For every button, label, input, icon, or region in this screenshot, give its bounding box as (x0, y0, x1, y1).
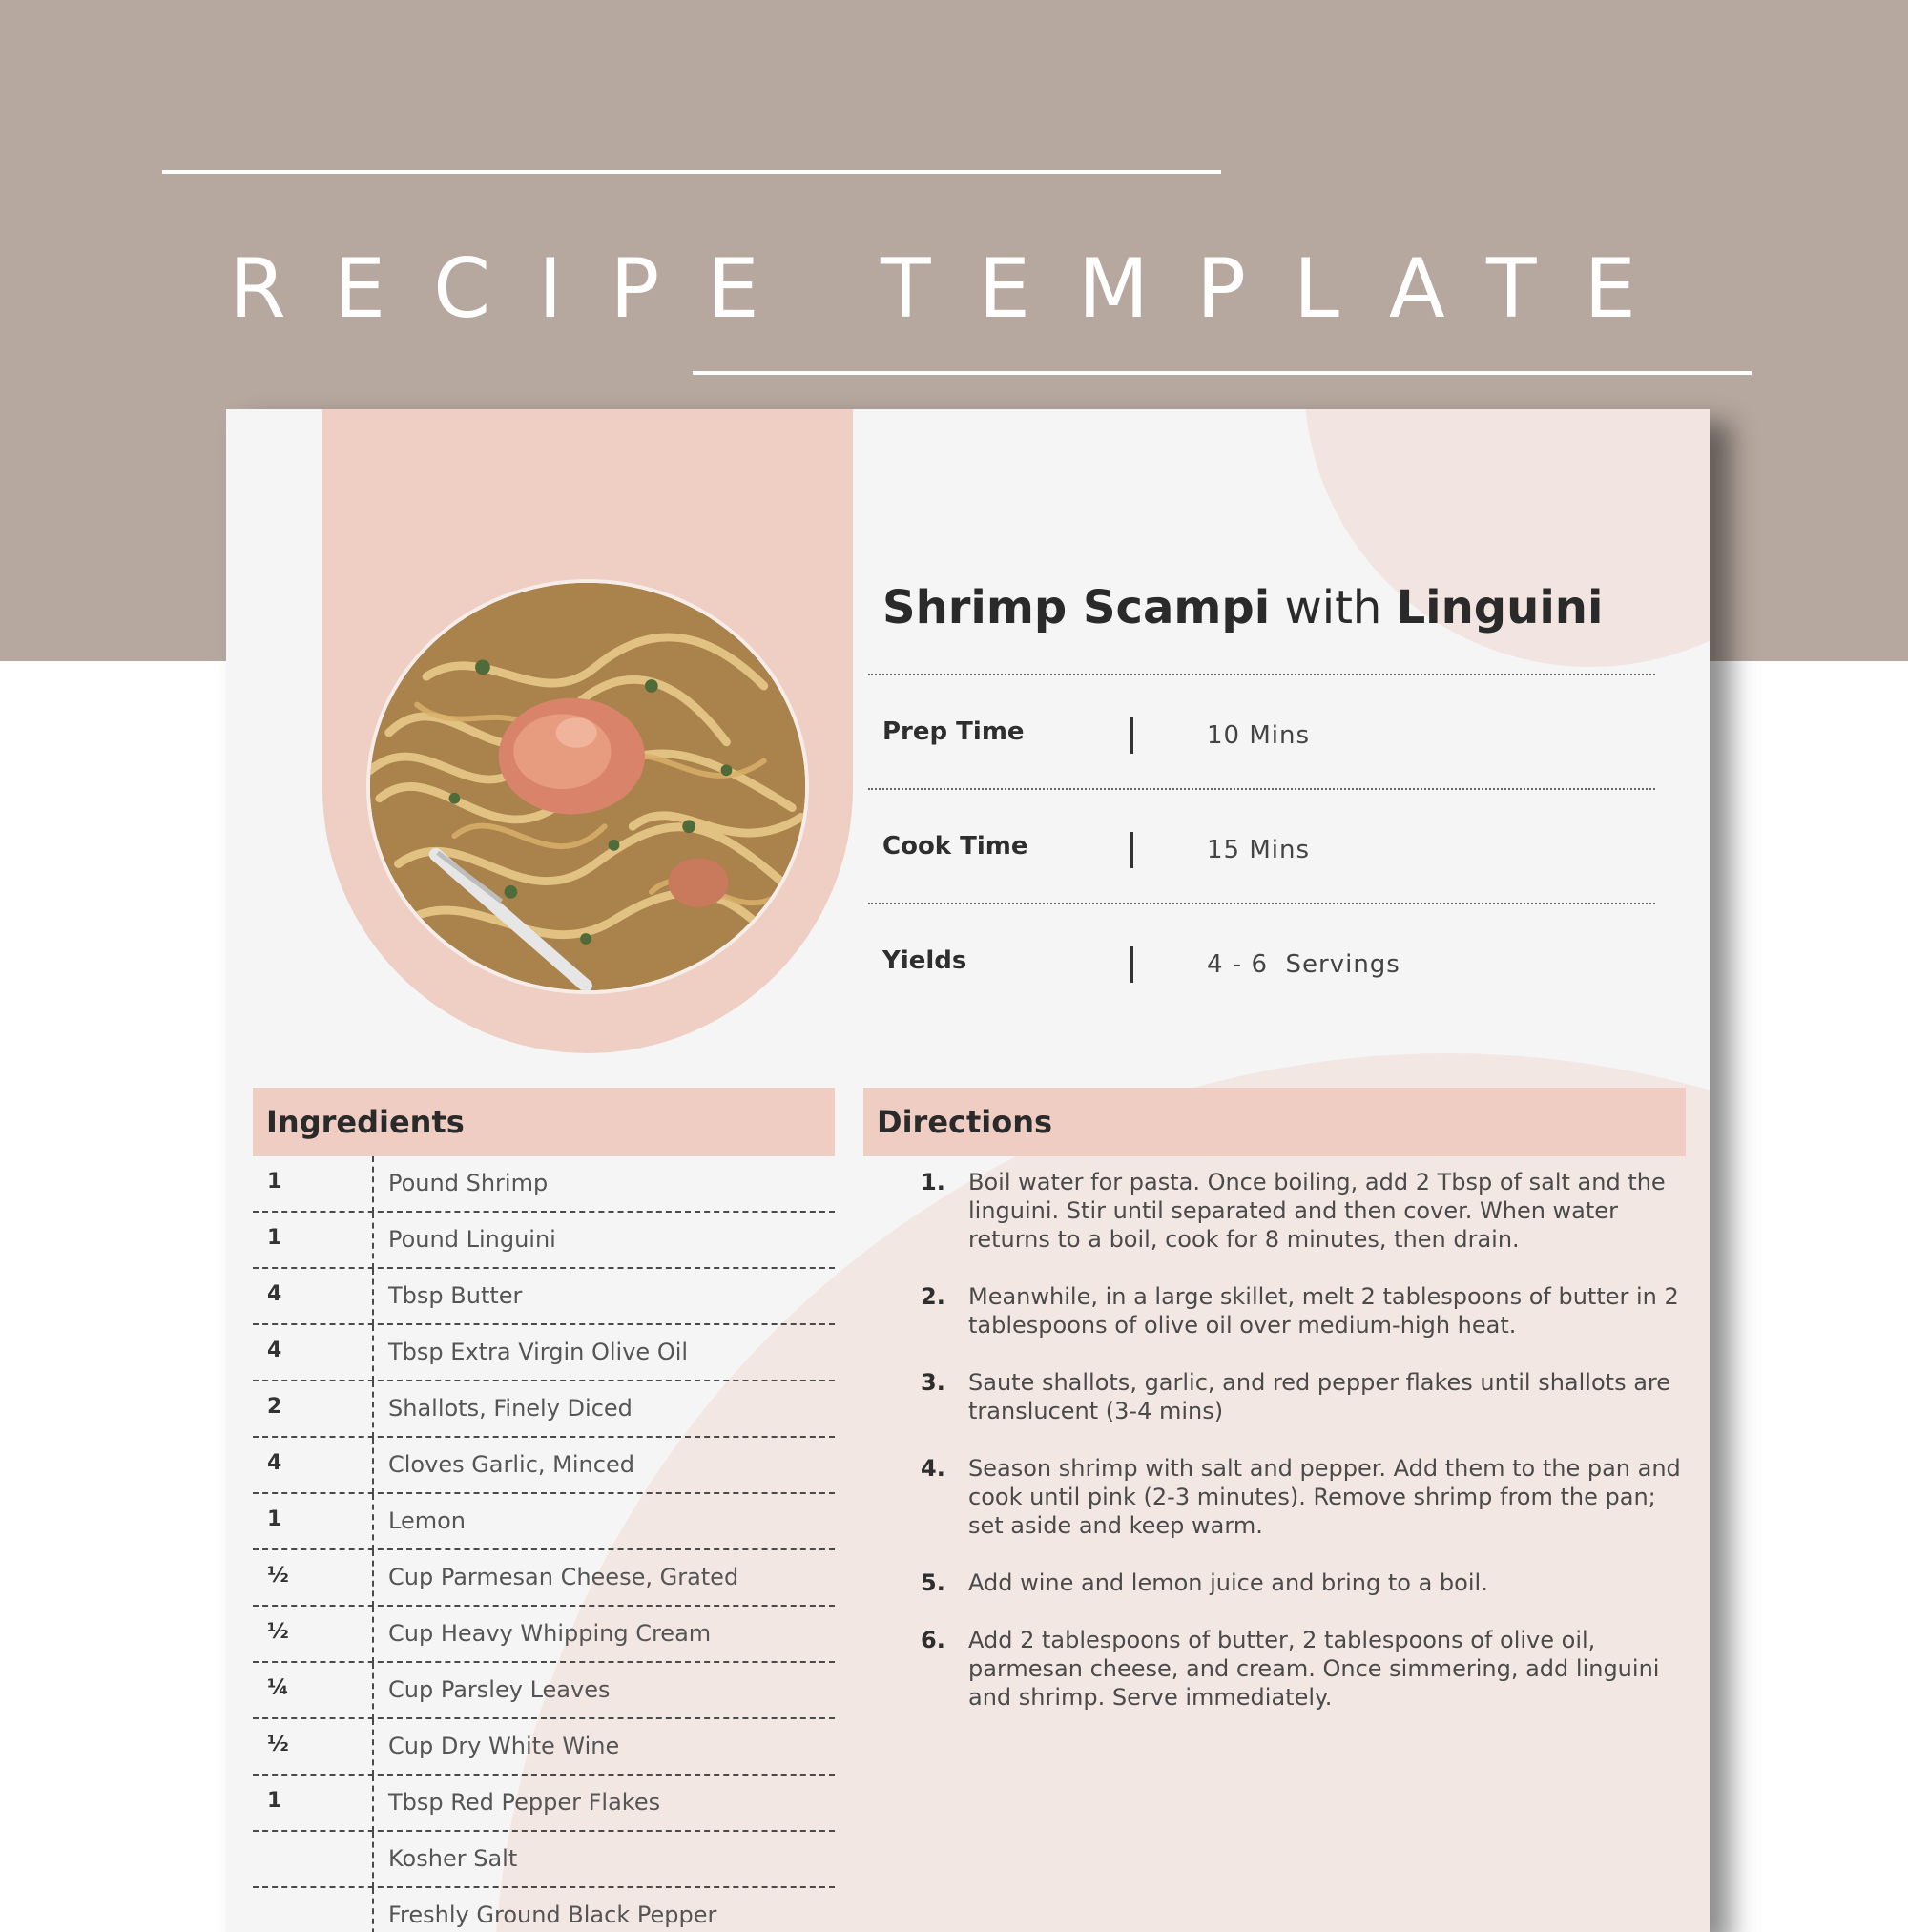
ingredient-qty: 2 (267, 1395, 282, 1419)
ingredient-qty: ½ (267, 1620, 289, 1644)
meta-label: Cook Time (882, 832, 1028, 861)
meta-row-cook (868, 788, 1655, 903)
direction-step (911, 1168, 1684, 1254)
recipe-title-dish: Shrimp Scampi (882, 581, 1271, 634)
ingredient-name: Cup Heavy Whipping Cream (388, 1620, 712, 1647)
ingredient-divider (372, 1550, 374, 1607)
meta-row-yields (868, 903, 1655, 1017)
meta-divider (1130, 717, 1133, 754)
ingredient-row (253, 1494, 835, 1550)
ingredient-row (253, 1438, 835, 1494)
ingredient-name: Kosher Salt (388, 1845, 518, 1872)
ingredient-divider (372, 1213, 374, 1269)
step-text: Season shrimp with salt and pepper. Add them to the pan and cook until pink (2-3 minutes). Remove shrimp from the pan; set aside and keep warm. (968, 1455, 1681, 1539)
ingredient-name: Pound Linguini (388, 1226, 556, 1253)
ingredient-qty: 1 (267, 1170, 282, 1194)
meta-divider (1130, 946, 1133, 983)
meta-label: Yields (882, 946, 967, 975)
ingredient-divider (372, 1438, 374, 1494)
ingredient-name: Cup Parsley Leaves (388, 1676, 611, 1703)
recipe-title-connector: with (1284, 581, 1382, 634)
ingredient-name: Cup Parmesan Cheese, Grated (388, 1564, 739, 1590)
ingredient-qty: ½ (267, 1564, 289, 1588)
ingredient-row (253, 1776, 835, 1832)
ingredient-divider (372, 1494, 374, 1550)
ingredient-name: Cup Dry White Wine (388, 1733, 620, 1759)
ingredient-row (253, 1213, 835, 1269)
ingredient-qty: 1 (267, 1507, 282, 1531)
ingredient-qty: 1 (267, 1789, 282, 1813)
ingredient-name: Cloves Garlic, Minced (388, 1451, 634, 1478)
ingredient-name: Freshly Ground Black Pepper (388, 1901, 717, 1928)
ingredient-row (253, 1607, 835, 1663)
step-number: 6. (921, 1627, 945, 1653)
meta-label: Prep Time (882, 717, 1025, 746)
step-text: Add wine and lemon juice and bring to a boil. (968, 1569, 1488, 1596)
recipe-title (882, 581, 1603, 634)
page-title: RECIPE TEMPLATE (229, 241, 1684, 337)
direction-step (911, 1368, 1684, 1425)
ingredient-row (253, 1832, 835, 1888)
meta-value: 15 Mins (1207, 836, 1311, 864)
meta-divider (1130, 832, 1133, 868)
dish-photo (366, 579, 809, 994)
step-number: 1. (921, 1169, 945, 1195)
step-text: Saute shallots, garlic, and red pepper flakes until shallots are translucent (3-4 mins) (968, 1369, 1671, 1424)
ingredient-divider (372, 1156, 374, 1213)
header-rule-top (162, 170, 1221, 174)
step-text: Add 2 tablespoons of butter, 2 tablespoons of olive oil, parmesan cheese, and cream. Once simmering, add linguini and shrimp. Serve immediately. (968, 1627, 1660, 1711)
ingredient-row (253, 1550, 835, 1607)
step-number: 5. (921, 1569, 945, 1596)
ingredient-row (253, 1381, 835, 1438)
step-number: 4. (921, 1455, 945, 1482)
direction-step (911, 1568, 1684, 1597)
ingredient-name: Tbsp Butter (388, 1282, 523, 1309)
ingredient-divider (372, 1663, 374, 1719)
step-text: Boil water for pasta. Once boiling, add 2 Tbsp of salt and the linguini. Stir until separated and then cover. When water returns to a boil, cook for 8 minutes, then drain. (968, 1169, 1666, 1253)
recipe-title-pasta: Linguini (1396, 581, 1604, 634)
ingredient-qty: 1 (267, 1226, 282, 1250)
directions-list (911, 1168, 1684, 1740)
ingredient-row (253, 1663, 835, 1719)
ingredient-divider (372, 1776, 374, 1832)
pasta-illustration (370, 583, 805, 990)
meta-row-prep (868, 674, 1655, 788)
ingredient-divider (372, 1381, 374, 1438)
step-number: 2. (921, 1283, 945, 1310)
ingredient-row (253, 1325, 835, 1381)
ingredient-name: Shallots, Finely Diced (388, 1395, 633, 1422)
ingredient-divider (372, 1832, 374, 1888)
ingredient-divider (372, 1888, 374, 1932)
direction-step (911, 1454, 1684, 1540)
recipe-card (226, 409, 1710, 1932)
ingredient-name: Tbsp Red Pepper Flakes (388, 1789, 661, 1816)
directions-heading: Directions (863, 1088, 1686, 1156)
meta-value: 4 - 6 Servings (1207, 950, 1400, 979)
ingredients-heading: Ingredients (253, 1088, 835, 1156)
ingredient-name: Lemon (388, 1507, 466, 1534)
direction-step (911, 1282, 1684, 1340)
ingredient-row (253, 1888, 835, 1932)
ingredients-list (253, 1156, 835, 1932)
direction-step (911, 1626, 1684, 1712)
ingredient-qty: 4 (267, 1282, 282, 1306)
ingredient-name: Tbsp Extra Virgin Olive Oil (388, 1339, 689, 1365)
ingredient-row (253, 1719, 835, 1776)
ingredient-qty: 4 (267, 1451, 282, 1475)
step-text: Meanwhile, in a large skillet, melt 2 tablespoons of butter in 2 tablespoons of olive oil over medium-high heat. (968, 1283, 1679, 1339)
ingredient-name: Pound Shrimp (388, 1170, 549, 1196)
ingredient-row (253, 1269, 835, 1325)
ingredient-row (253, 1156, 835, 1213)
ingredient-qty: ½ (267, 1733, 289, 1756)
step-number: 3. (921, 1369, 945, 1396)
header-rule-bottom (693, 371, 1752, 375)
ingredient-divider (372, 1719, 374, 1776)
ingredient-qty: ¼ (267, 1676, 289, 1700)
ingredient-qty: 4 (267, 1339, 282, 1362)
ingredient-divider (372, 1607, 374, 1663)
meta-value: 10 Mins (1207, 721, 1311, 750)
ingredient-divider (372, 1325, 374, 1381)
ingredient-divider (372, 1269, 374, 1325)
